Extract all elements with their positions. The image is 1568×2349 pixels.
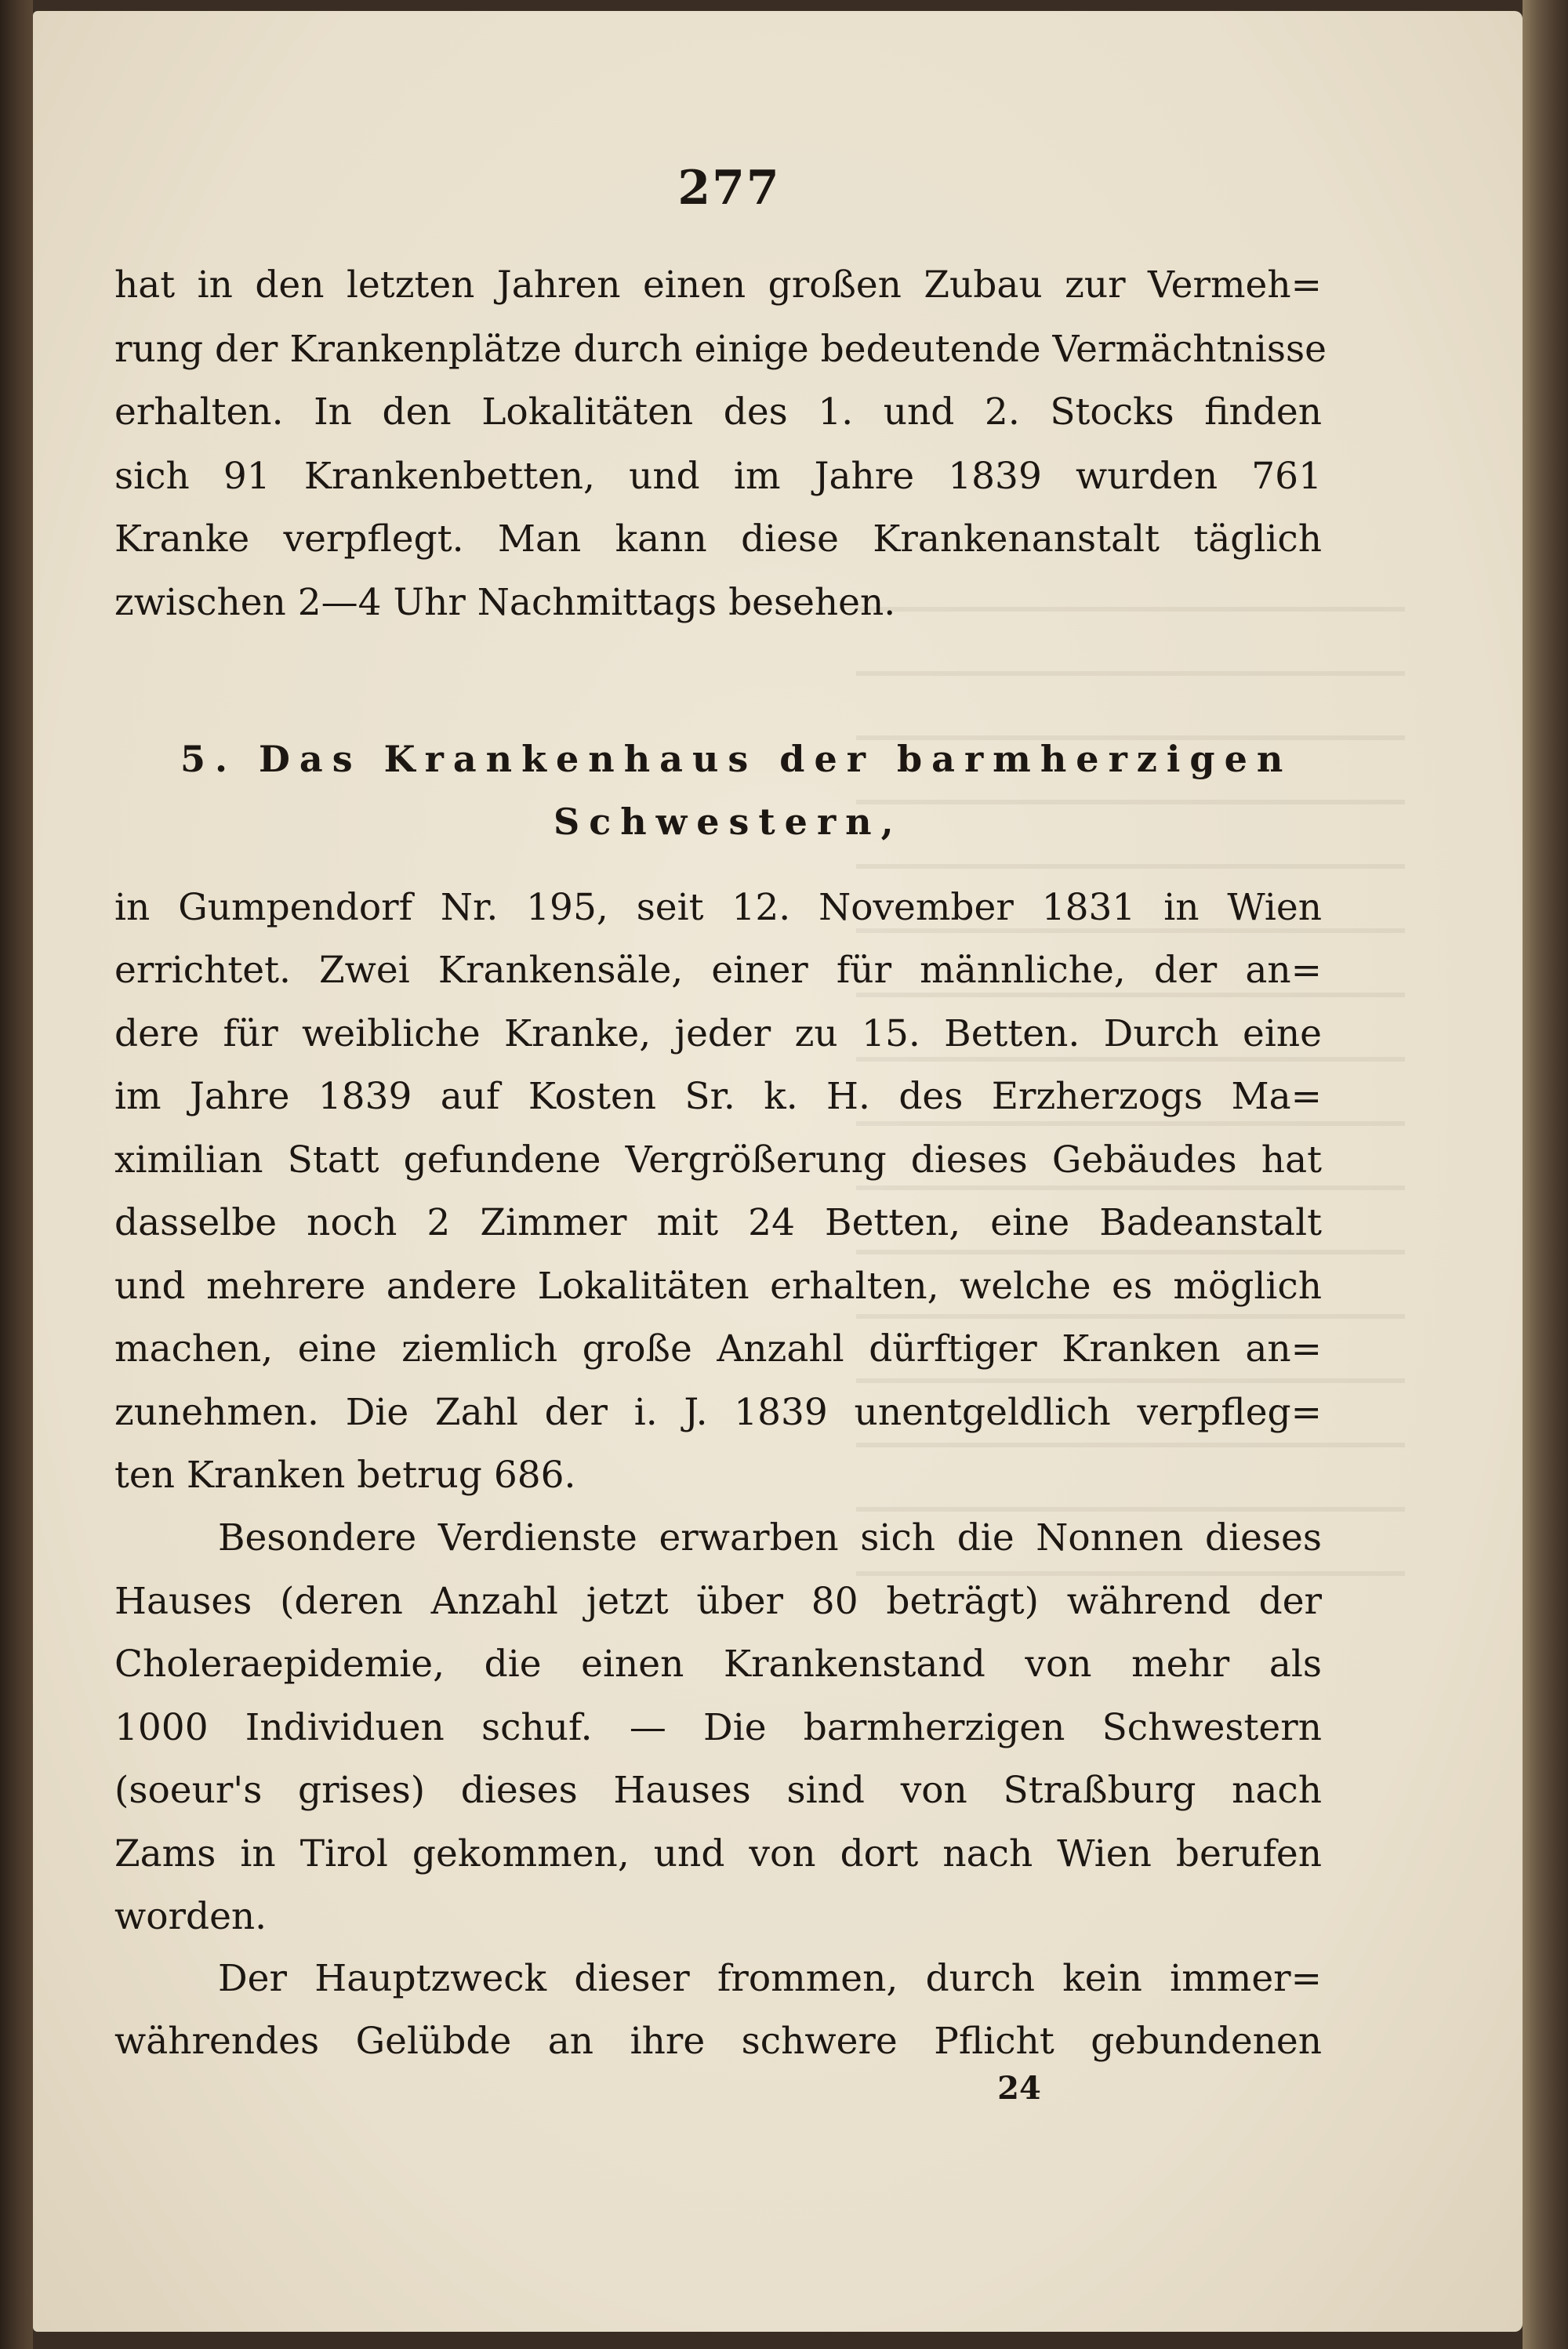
text-line: Besondere Verdienste erwarben sich die Nonnen dieses [218, 1516, 1322, 1559]
text-line: 1000 Individuen schuf. — Die barmherzigen Schwestern [114, 1706, 1322, 1749]
text-line: ten Kranken betrug 686. [114, 1454, 576, 1497]
text-line: Der Hauptzweck dieser frommen, durch kein immer= [218, 1957, 1322, 2000]
text-line: dasselbe noch 2 Zimmer mit 24 Betten, eine Badeanstalt [114, 1201, 1322, 1244]
text-line: dere für weibliche Kranke, jeder zu 15. Betten. Durch eine [114, 1012, 1322, 1055]
text-line: in Gumpendorf Nr. 195, seit 12. November 1831 in Wien [114, 886, 1322, 929]
section-heading: 5. Das Krankenhaus der barmherzigen [180, 738, 1293, 780]
text-line: (soeur's grises) dieses Hauses sind von Straßburg nach [114, 1769, 1322, 1812]
text-line: ximilian Statt gefundene Vergrößerung dieses Gebäudes hat [114, 1138, 1322, 1182]
text-line: währendes Gelübde an ihre schwere Pflicht gebundenen [114, 2020, 1322, 2063]
page-stack-edge [1523, 0, 1568, 2349]
text-line: Kranke verpflegt. Man kann diese Krankenanstalt täglich [114, 517, 1322, 561]
text-line: hat in den letzten Jahren einen großen Zubau zur Vermeh= [114, 263, 1322, 307]
text-line: sich 91 Krankenbetten, und im Jahre 1839 wurden 761 [114, 455, 1322, 498]
text-line: Choleraepidemie, die einen Krankenstand von mehr als [114, 1643, 1322, 1686]
text-line: im Jahre 1839 auf Kosten Sr. k. H. des Erzherzogs Ma= [114, 1075, 1322, 1118]
book-binding-edge [0, 0, 33, 2349]
text-line: erhalten. In den Lokalitäten des 1. und 2. Stocks finden [114, 390, 1322, 434]
page-number: 277 [677, 161, 781, 216]
signature-mark: 24 [997, 2070, 1041, 2107]
text-line: machen, eine ziemlich große Anzahl dürftiger Kranken an= [114, 1327, 1322, 1371]
text-line: und mehrere andere Lokalitäten erhalten, welche es möglich [114, 1265, 1322, 1308]
text-line: zwischen 2—4 Uhr Nachmittags besehen. [114, 581, 896, 624]
text-line: zunehmen. Die Zahl der i. J. 1839 unentgeldlich verpfleg= [114, 1391, 1322, 1434]
section-heading-continued: Schwestern, [554, 801, 903, 843]
text-line: errichtet. Zwei Krankensäle, einer für männliche, der an= [114, 949, 1322, 992]
text-line: rung der Krankenplätze durch einige bedeutende Vermächtnisse [114, 328, 1327, 371]
text-line: Hauses (deren Anzahl jetzt über 80 beträgt) während der [114, 1580, 1322, 1623]
text-line: worden. [114, 1895, 267, 1938]
text-line: Zams in Tirol gekommen, und von dort nach Wien berufen [114, 1832, 1322, 1875]
